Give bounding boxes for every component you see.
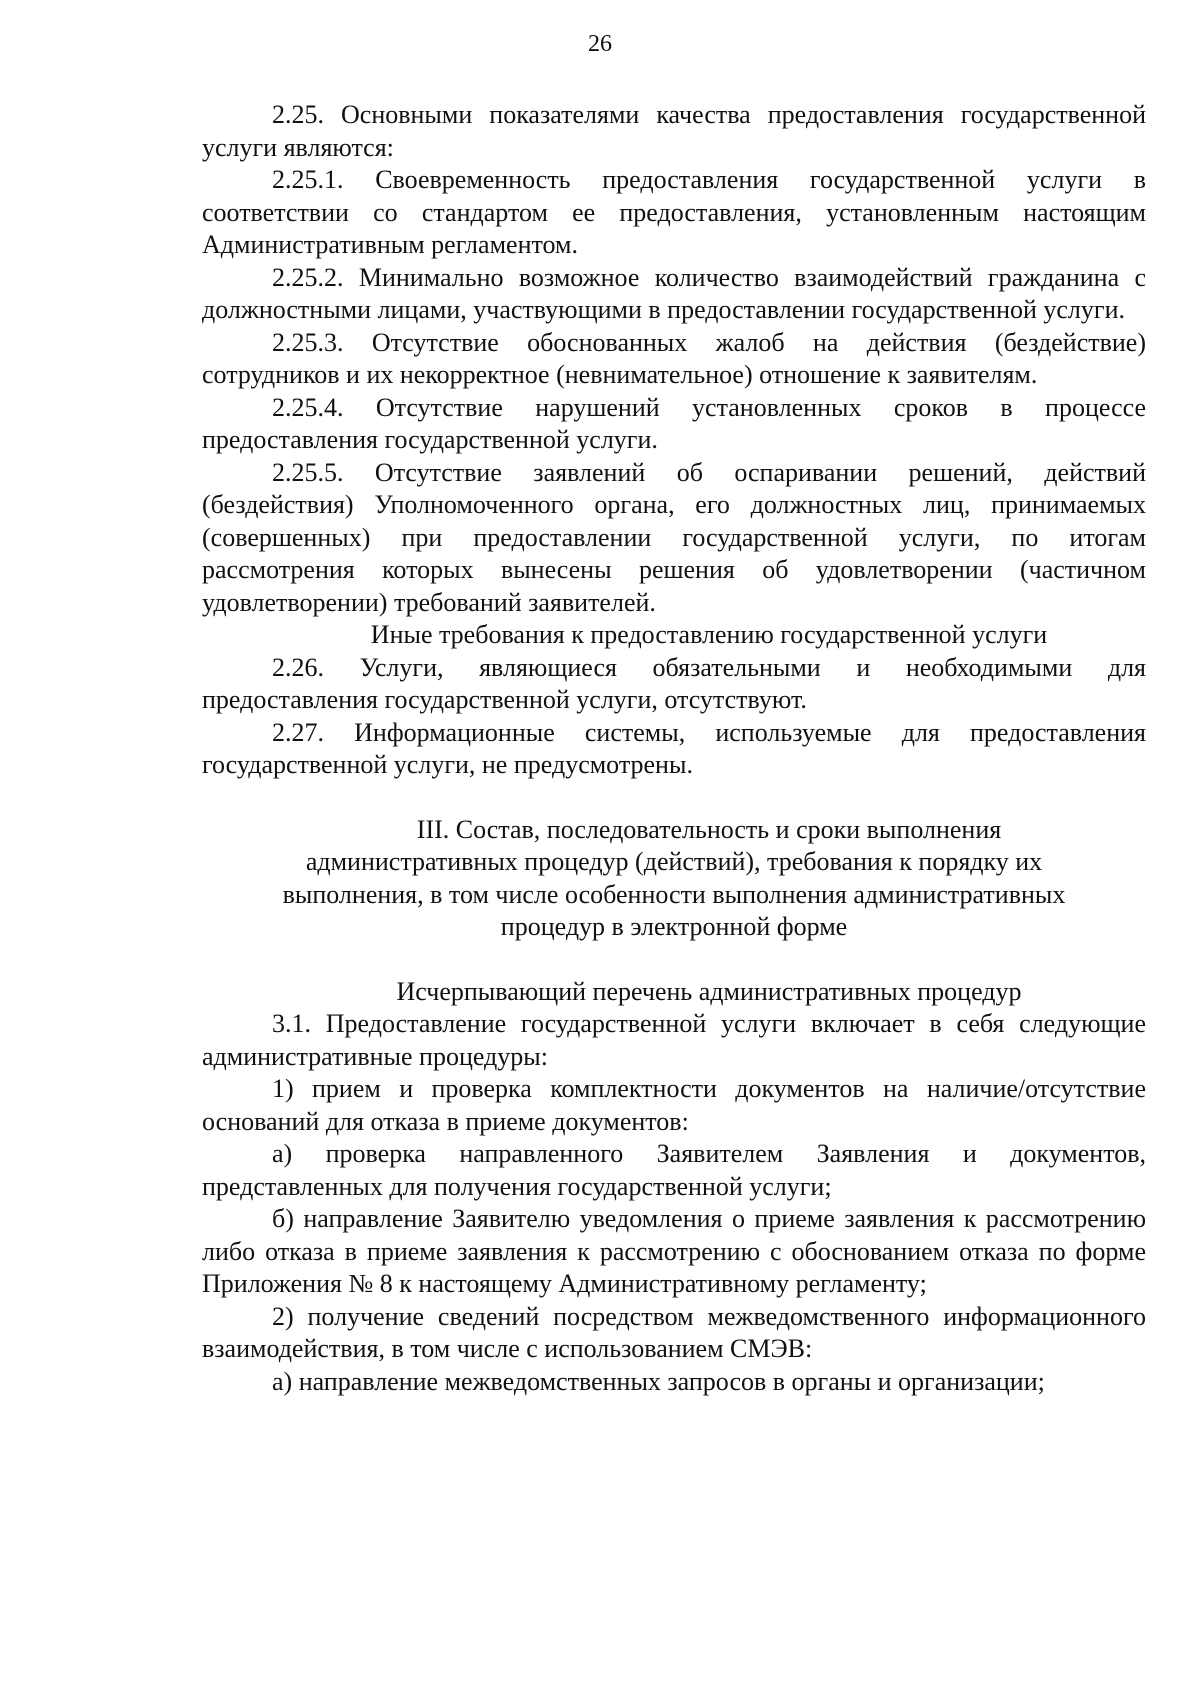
paragraph-2-25-4: 2.25.4. Отсутствие нарушений установленных сроков в процессе предоставления государственной услуги. (202, 392, 1146, 454)
paragraph-3-1: 3.1. Предоставление государственной услуги включает в себя следующие административные процедуры: (202, 1009, 1146, 1071)
paragraph-3-1-item-1: 1) прием и проверка комплектности документов на наличие/отсутствие оснований для отказа в приеме документов: (202, 1074, 1146, 1136)
section-3-heading-line-2: административных процедур (действий), требования к порядку их (305, 847, 1043, 876)
paragraph-3-1-item-1a: а) проверка направленного Заявителем Заявления и документов, представленных для получения государственной услуги; (202, 1139, 1146, 1201)
section-3-heading-line-3: выполнения, в том числе особенности выполнения административных (282, 879, 1066, 909)
section-3-heading-line-1: III. Состав, последовательность и сроки выполнения (416, 814, 1002, 844)
paragraph-2-25-3: 2.25.3. Отсутствие обоснованных жалоб на действия (бездействие) сотрудников и их некорректное (невнимательное) отношение к заявителям. (202, 327, 1146, 389)
page-number: 26 (588, 31, 612, 57)
paragraph-3-1-item-1b: б) направление Заявителю уведомления о приеме заявления к рассмотрению либо отказа в приеме заявления к рассмотрению с обоснованием отказа по форме Приложения № 8 к настоящему Административному регламенту; (202, 1204, 1146, 1298)
heading-other-requirements: Иные требования к предоставлению государственной услуги (370, 620, 1048, 649)
paragraph-2-25: 2.25. Основными показателями качества предоставления государственной услуги являются: (202, 100, 1146, 162)
section-3-heading (202, 814, 1146, 944)
paragraph-2-27: 2.27. Информационные системы, используемые для предоставления государственной услуги, не предусмотрены. (202, 717, 1146, 779)
section-3-heading-line-4: процедур в электронной форме (500, 912, 848, 941)
paragraph-2-25-1: 2.25.1. Своевременность предоставления государственной услуги в соответствии со стандартом ее предоставления, установленным настоящим Административным регламентом. (202, 165, 1146, 259)
paragraph-2-25-5: 2.25.5. Отсутствие заявлений об оспаривании решений, действий (бездействия) Уполномоченного органа, его должностных лиц, принимаемых (совершенных) при предоставлении государственной услуги, по итогам рассмотрения которых вынесены решения об удовлетворении (частичном удовлетворении) требований заявителей. (202, 457, 1146, 617)
paragraph-3-1-item-2a: а) направление межведомственных запросов в органы и организации; (272, 1366, 1045, 1396)
document-body (202, 99, 1146, 1398)
paragraph-2-25-2: 2.25.2. Минимально возможное количество взаимодействий гражданина с должностными лицами, участвующими в предоставлении государственной услуги. (202, 262, 1146, 324)
paragraph-2-26: 2.26. Услуги, являющиеся обязательными и необходимыми для предоставления государственной услуги, отсутствуют. (202, 652, 1146, 714)
heading-procedures-list: Исчерпывающий перечень административных процедур (396, 976, 1022, 1006)
paragraph-3-1-item-2: 2) получение сведений посредством межведомственного информационного взаимодействия, в том числе с использованием СМЭВ: (202, 1301, 1146, 1363)
